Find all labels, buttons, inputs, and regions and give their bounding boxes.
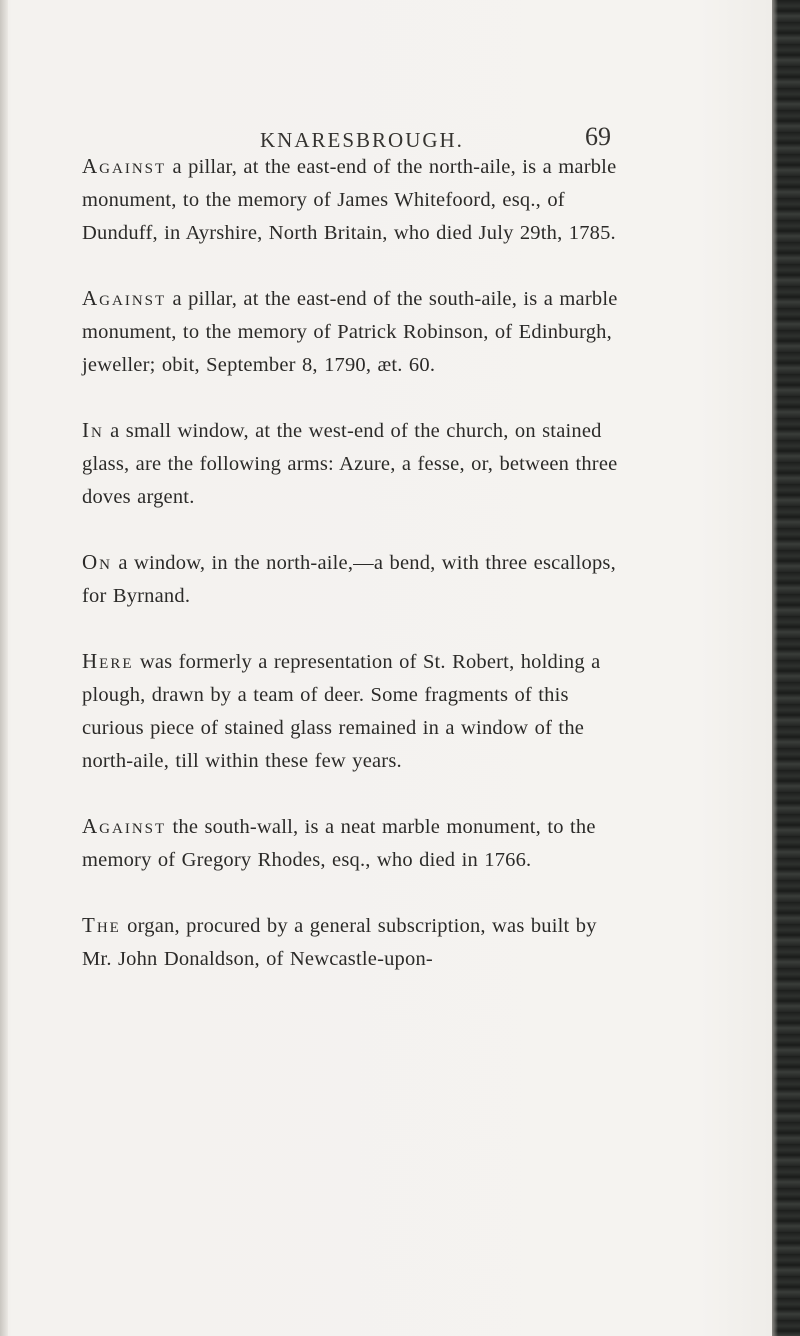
paragraph-6-lead: Against (82, 814, 167, 838)
paragraph-4-text: a window, in the north-aile,—a bend, with three escallops, for Byrnand. (82, 552, 616, 607)
page-gutter (0, 0, 8, 1336)
paragraph-5-lead: Here (82, 649, 134, 673)
page-header (0, 100, 772, 152)
paragraph-1-lead: Against (82, 154, 167, 178)
paragraph-4 (82, 546, 630, 613)
paragraph-3-text: a small window, at the west-end of the church, on stained glass, are the following arms: Azure, a fesse, or, between three doves argent. (82, 420, 618, 508)
book-edge-binding (772, 0, 800, 1336)
paragraph-3-lead: In (82, 418, 104, 442)
paragraph-4-lead: On (82, 550, 112, 574)
paragraph-5-text: was formerly a representation of St. Robert, holding a plough, drawn by a team of deer. Some fragments of this curious piece of stained glass remained in a window of the north-aile, till within these few years. (82, 651, 601, 772)
paragraph-5 (82, 645, 630, 778)
body-text (82, 150, 630, 1008)
paragraph-6-text: the south-wall, is a neat marble monument, to the memory of Gregory Rhodes, esq., who died in 1766. (82, 816, 596, 871)
paragraph-2 (82, 282, 630, 382)
paragraph-1 (82, 150, 630, 250)
running-head: KNARESBROUGH. (260, 128, 464, 152)
paragraph-7-lead: The (82, 913, 121, 937)
page-number: 69 (585, 122, 611, 151)
paragraph-2-text: a pillar, at the east-end of the south-aile, is a marble monument, to the memory of Patrick Robinson, of Edinburgh, jeweller; obit, September 8, 1790, æt. 60. (82, 288, 618, 376)
paragraph-7 (82, 909, 630, 976)
paragraph-2-lead: Against (82, 286, 167, 310)
paragraph-7-text: organ, procured by a general subscription, was built by Mr. John Donaldson, of Newcastle-upon- (82, 915, 597, 970)
paragraph-3 (82, 414, 630, 514)
paragraph-1-text: a pillar, at the east-end of the north-aile, is a marble monument, to the memory of James Whitefoord, esq., of Dunduff, in Ayrshire, North Britain, who died July 29th, 1785. (82, 156, 617, 244)
paragraph-6 (82, 810, 630, 877)
